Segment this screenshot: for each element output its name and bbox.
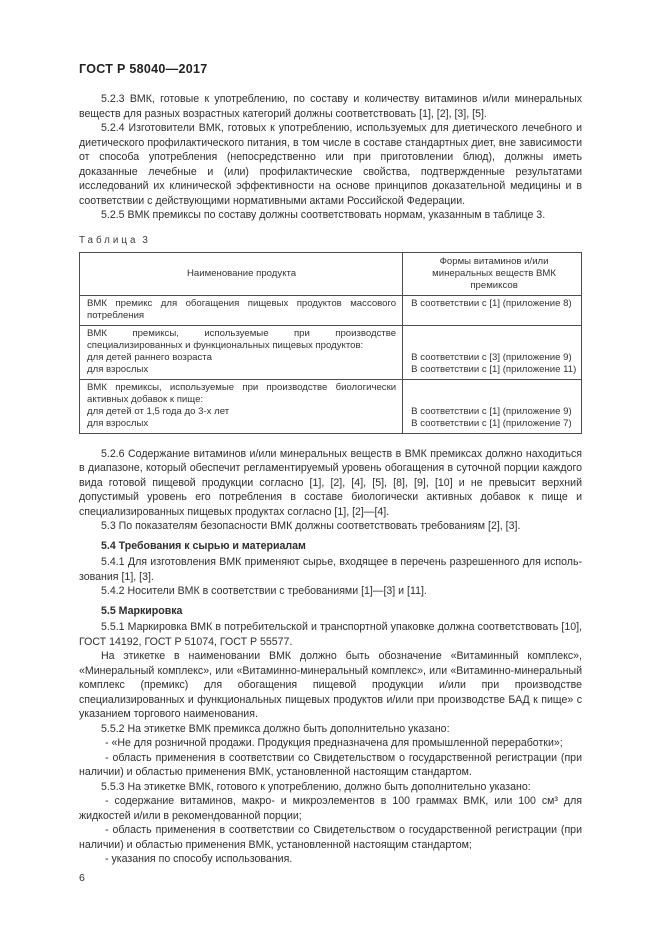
paragraph-5-3: 5.3 По показателям безопасности ВМК должны соответствовать требованиям [2], [3]. [101,520,521,532]
paragraph-5-2-3: 5.2.3 ВМК, готовые к употреблению, по составу и количеству витаминов и/или минеральных веществ для разных возрастных категорий должны соответствовать [1], [2], [3], [5]. [79,93,582,120]
paragraph-5-4-2: 5.4.2 Носители ВМК в соответствии с требованиями [1]—[3] и [11]. [101,585,427,597]
list-item-5-5-2-1: - «Не для розничной продажи. Продукция предназначена для промышленной переработки»; [105,737,563,749]
paragraph-5-5-1-continued: На этикетке в наименовании ВМК должно быть обозначение «Витаминный комплекс», «Минеральный комплекс», или «Витаминно-минеральный комплекс», или «Витаминно-минеральный комплекс (премикс) для обогащения пищевой продукции и/или при производстве специализированных и функциональных пищевых продуктов и/или при производстве БАД к пище» с указанием торгового наименования. [79,650,582,720]
column-header-forms: Формы витаминов и/или минеральных веществ ВМК премиксов [432,255,557,291]
list-item-5-5-3-1: - содержание витаминов, макро- и микроэлементов в 100 граммах ВМК, или 100 см³ для жидкостей и/или в рекомендованной порции; [79,795,582,822]
table-row-3 [80,379,581,433]
list-item-5-5-3-2: - область применения в соответствии со Свидетельством о государственной регистрации (при наличии) и областью применения ВМК, установленной настоящим стандартом; [79,824,582,851]
column-header-product: Наименование продукта [80,253,403,295]
row-2-item-2-value: В соответствии с [1] (приложение 11) [411,363,577,375]
table-3-label [79,235,582,247]
document-header-title: ГОСТ Р 58040—2017 [79,62,208,76]
row-2-item-1-name: для детей раннего возраста [87,351,212,363]
table-3-header-row [80,253,581,295]
table-row-2 [80,325,581,379]
row-3-product: ВМК премиксы, используемые при производстве биологически активных добавок к пище: [87,381,397,405]
list-item-5-5-3-3: - указания по способу использования. [105,853,293,865]
page-number: 6 [79,872,85,884]
paragraph-5-2-5: 5.2.5 ВМК премиксы по составу должны соответствовать нормам, указанным в таблице 3. [101,209,546,221]
row-2-product: ВМК премиксы, используемые при производстве специализированных и функциональных пищевых продуктов: [87,327,397,351]
paragraph-5-4-1: 5.4.1 Для изготовления ВМК применяют сырье, входящее в перечень разрешенного для использования [1], [3]. [79,556,582,583]
row-2-item-1-value: В соответствии с [3] (приложение 9) [411,351,572,363]
table-3-label-number: 3 [142,234,148,246]
table-3 [79,252,582,434]
document-content [79,92,582,867]
row-1-product: ВМК премикс для обогащения пищевых продуктов массового потребления [87,297,397,321]
paragraph-5-2-6: 5.2.6 Содержание витаминов и/или минеральных веществ в ВМК премиксах должно находиться в диапазоне, который обеспечит регламентируемый уровень обогащения в суточной порции каждого вида готовой пищевой продукции согласно [1], [2], [4], [5], [8], [9], [10] и не превысит верхний допустимый уровень его потребления в составе биологически активных добавок к пище и специализированных пищевых продуктах согласно [1], [2]—[4]. [79,447,582,518]
list-item-5-5-2-2: - область применения в соответствии со Свидетельством о государственной регистрации (при наличии) и областью применения ВМК, установленной настоящим стандартом. [79,751,582,778]
paragraph-5-5-1: 5.5.1 Маркировка ВМК в потребительской и транспортной упаковке должна соответствовать [10], ГОСТ 14192, ГОСТ Р 51074, ГОСТ Р 55577. [79,621,582,648]
table-3-label-word: Таблица [79,234,139,246]
row-1-forms-value: В соответствии с [1] (приложение 8) [411,297,572,309]
row-3-item-1-value: В соответствии с [1] (приложение 9) [411,405,572,417]
section-heading-5-5: 5.5 Маркировка [101,604,183,617]
section-heading-5-4: 5.4 Требования к сырью и материалам [101,539,306,552]
paragraph-5-5-3: 5.5.3 На этикетке ВМК, готового к употреблению, должно быть дополнительно указано: [101,780,531,793]
paragraph-5-2-4: 5.2.4 Изготовители ВМК, готовых к употреблению, используемых для диетического лечебного и диетического профилактического питания, в том числе в составе стандартных диет, вне зависимости от способа употребления (непосредственно или при приготовлении блюд), должны иметь доказанные лечебные и (или) профилактические свойства, подтвержденные результатами исследований их клинической эффективности на основе принципов доказательной медицины и в соответствии с действующими нормативными актами Российской Федерации. [79,122,582,207]
row-3-item-2-value: В соответствии с [1] (приложение 7) [411,417,572,429]
row-3-item-2-name: для взрослых [87,417,149,429]
paragraph-5-5-2: 5.5.2 На этикетке ВМК премикса должно быть дополнительно указано: [101,722,450,735]
row-2-item-2-name: для взрослых [87,363,149,375]
row-3-item-1-name: для детей от 1,5 года до 3-х лет [87,405,230,417]
table-row-1 [80,295,581,325]
